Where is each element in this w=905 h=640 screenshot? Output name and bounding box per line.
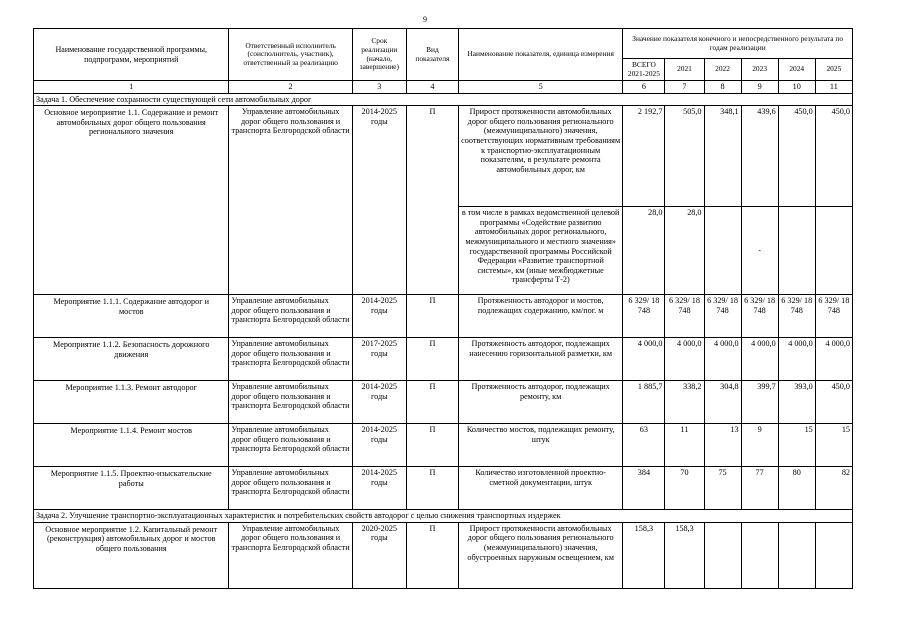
indicator-type: П [406,381,458,424]
column-number: 1 [34,81,229,94]
header-total: ВСЕГО 2021-2025 [623,59,665,81]
header-year: 2021 [665,59,704,81]
header-values-group: Значение показателя конечного и непосредственного результата по годам реализации [623,29,853,59]
value-total: 4 000,0 [623,338,665,381]
responsible-executor: Управление автомобильных дорог общего пользования и транспорта Белгородской области [229,106,352,295]
responsible-executor: Управление автомобильных дорог общего пользования и транспорта Белгородской области [229,424,352,467]
page-number: 9 [423,15,427,24]
indicator-name: Количество изготовленной проектно-сметной документации, штук [458,467,622,510]
indicator-type: П [406,338,458,381]
indicator-type: П [406,295,458,338]
column-number: 5 [458,81,622,94]
column-number: 2 [229,81,352,94]
value-total: 158,3 [623,522,665,588]
activity-name: Мероприятие 1.1.4. Ремонт мостов [34,424,229,467]
main-activity-name: Основное мероприятие 1.1. Содержание и ремонт автомобильных дорог общего пользования регионального значения [34,106,229,295]
column-number: 8 [704,81,741,94]
indicator-name: Прирост протяженности автомобильных дорог общего пользования регионального (межмуниципального) значения, соответствующих нормативным требованиям к транспортно-эксплуатационным показателям, в результате ремонта автомобильных дорог, км [458,106,622,207]
value-total: 6 329/ 18 748 [623,295,665,338]
implementation-term: 2014-2025 годы [352,381,406,424]
value-total: 63 [623,424,665,467]
responsible-executor: Управление автомобильных дорог общего пользования и транспорта Белгородской области [229,381,352,424]
value-2021: 28,0 [665,207,704,295]
column-number: 6 [623,81,665,94]
header-program-name: Наименование государственной программы, подпрограмм, мероприятий [34,29,229,81]
value-2024: 6 329/ 18 748 [778,295,815,338]
header-indicator-name: Наименование показателя, единица измерения [458,29,622,81]
value-2025: 450,0 [815,106,852,207]
value-2021: 11 [665,424,704,467]
indicator-name: Прирост протяженности автомобильных дорог общего пользования регионального (межмуниципального) значения, обустроенных наружным освещением, км [458,522,622,588]
value-2025: 4 000,0 [815,338,852,381]
indicator-name: Протяженность автодорог, подлежащих нанесению горизонтальной разметки, км [458,338,622,381]
column-number: 3 [352,81,406,94]
value-2021: 158,3 [665,522,704,588]
value-2024: 393,0 [778,381,815,424]
value-2022: 6 329/ 18 748 [704,295,741,338]
indicator-type: П [406,522,458,588]
responsible-executor: Управление автомобильных дорог общего пользования и транспорта Белгородской области [229,295,352,338]
value-2021: 4 000,0 [665,338,704,381]
value-2024: 450,0 [778,106,815,207]
value-2023: 399,7 [741,381,778,424]
header-year: 2025 [815,59,852,81]
activity-name: Мероприятие 1.1.1. Содержание автодорог и мостов [34,295,229,338]
column-number: 9 [741,81,778,94]
value-2023: 4 000,0 [741,338,778,381]
value-2022: 4 000,0 [704,338,741,381]
indicator-type: П [406,424,458,467]
value-2022: 75 [704,467,741,510]
value-2025: 15 [815,424,852,467]
header-year: 2023 [741,59,778,81]
implementation-term: 2014-2025 годы [352,106,406,295]
value-2024: 80 [778,467,815,510]
value-2023: 6 329/ 18 748 [741,295,778,338]
value-2023: 439,6 [741,106,778,207]
value-total: 384 [623,467,665,510]
task-1-heading: Задача 1. Обеспечение сохранности существующей сети автомобильных дорог [34,93,853,106]
value-2021: 6 329/ 18 748 [665,295,704,338]
column-number: 4 [406,81,458,94]
value-2021: 338,2 [665,381,704,424]
value-2025: 450,0 [815,381,852,424]
implementation-term: 2020-2025 годы [352,522,406,588]
responsible-executor: Управление автомобильных дорог общего пользования и транспорта Белгородской области [229,467,352,510]
header-term: Срок реализации (начало, завершение) [352,29,406,81]
implementation-term: 2017-2025 годы [352,338,406,381]
activity-name: Мероприятие 1.1.5. Проектно-изыскательские работы [34,467,229,510]
value-2025: 82 [815,467,852,510]
value-2024: 4 000,0 [778,338,815,381]
header-year: 2024 [778,59,815,81]
value-total: 28,0 [623,207,665,295]
main-activity-name: Основное мероприятие 1.2. Капитальный ремонт (реконструкция) автомобильных дорог и мостов общего пользования [34,522,229,588]
value-2024: 15 [778,424,815,467]
value-2022: 13 [704,424,741,467]
implementation-term: 2014-2025 годы [352,467,406,510]
indicator-name: Количество мостов, подлежащих ремонту, штук [458,424,622,467]
indicators-table [33,28,853,589]
indicator-type: П [406,106,458,295]
activity-name: Мероприятие 1.1.3. Ремонт автодорог [34,381,229,424]
task-2-heading: Задача 2. Улучшение транспортно-эксплуатационных характеристик и потребительских свойств автодорог с целью снижения транспортных издержек [34,510,853,523]
header-year: 2022 [704,59,741,81]
header-indicator-type: Вид показателя [406,29,458,81]
value-2022: 348,1 [704,106,741,207]
header-responsible: Ответственный исполнитель (соисполнитель, участник), ответственный за реализацию [229,29,352,81]
responsible-executor: Управление автомобильных дорог общего пользования и транспорта Белгородской области [229,338,352,381]
value-total: 2 192,7 [623,106,665,207]
value-2022: 304,8 [704,381,741,424]
value-2021: 505,0 [665,106,704,207]
sub-indicator-name: в том числе в рамках ведомственной целевой программы «Содействие развитию автомобильных дорог регионального, межмуниципального и местного значения» государственной программы Российской Федерации «Развитие транспортной системы», км (иные межбюджетные трансферты Т-2) [458,207,622,295]
indicator-name: Протяженность автодорог, подлежащих ремонту, км [458,381,622,424]
indicator-type: П [406,467,458,510]
value-2023: 9 [741,424,778,467]
value-2023-dash: - [741,207,778,295]
implementation-term: 2014-2025 годы [352,424,406,467]
indicator-name: Протяженность автодорог и мостов, подлежащих содержанию, км/пог. м [458,295,622,338]
column-number: 11 [815,81,852,94]
column-number: 7 [665,81,704,94]
responsible-executor: Управление автомобильных дорог общего пользования и транспорта Белгородской области [229,522,352,588]
value-total: 1 885,7 [623,381,665,424]
value-2025: 6 329/ 18 748 [815,295,852,338]
value-2021: 70 [665,467,704,510]
value-2023: 77 [741,467,778,510]
implementation-term: 2014-2025 годы [352,295,406,338]
activity-name: Мероприятие 1.1.2. Безопасность дорожного движения [34,338,229,381]
column-number: 10 [778,81,815,94]
